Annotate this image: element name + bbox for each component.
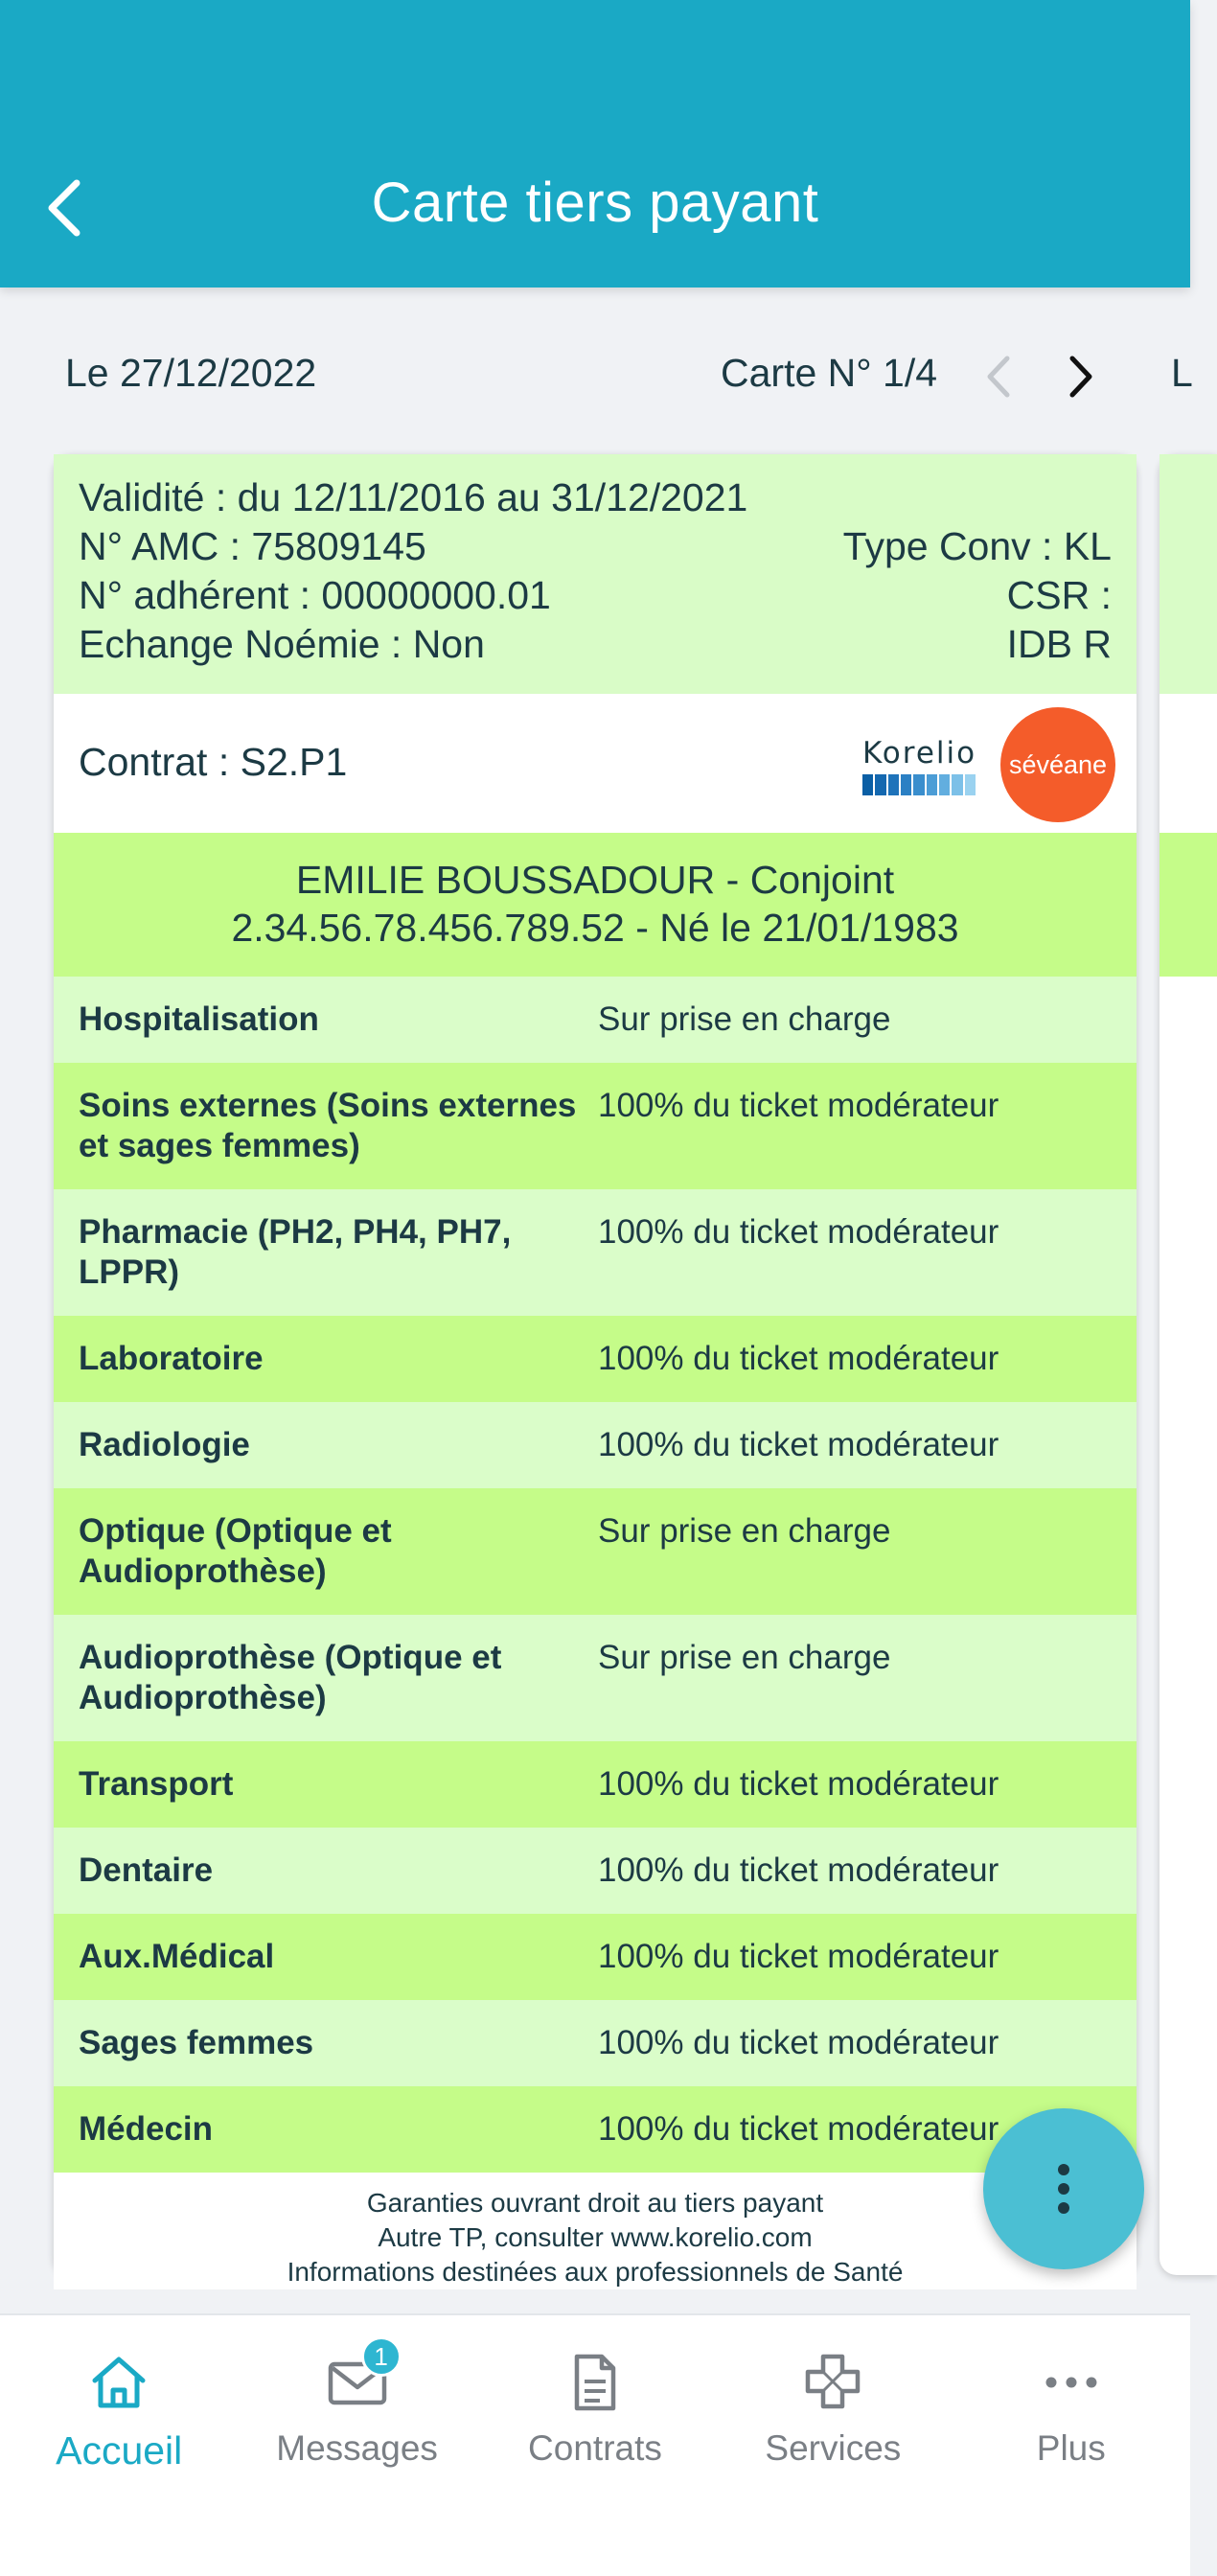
amc-number: N° AMC : 75809145 xyxy=(79,524,426,568)
vertical-dots-icon xyxy=(1054,2162,1073,2216)
coverage-row: Laboratoire 100% du ticket modérateur xyxy=(54,1316,1137,1402)
nav-accueil[interactable]: Accueil xyxy=(0,2315,238,2576)
beneficiary-name: EMILIE BOUSSADOUR - Conjoint xyxy=(295,858,895,902)
contract-label: Contrat : S2.P1 xyxy=(79,740,348,784)
coverage-row: Sages femmes 100% du ticket modérateur xyxy=(54,2000,1137,2086)
next-card-button[interactable] xyxy=(1054,343,1108,410)
date-label: Le 27/12/2022 xyxy=(65,351,317,395)
coverage-row: Pharmacie (PH2, PH4, PH7, LPPR) 100% du ticket modérateur xyxy=(54,1189,1137,1316)
nav-contrats[interactable]: Contrats xyxy=(476,2315,714,2576)
coverage-row: Optique (Optique et Audioprothèse) Sur prise en charge xyxy=(54,1488,1137,1615)
nav-services[interactable]: Services xyxy=(714,2315,952,2576)
next-card-peek[interactable] xyxy=(1160,454,1217,2275)
card-info-section xyxy=(54,454,1137,694)
validity-text: Validité : du 12/11/2016 au 31/12/2021 xyxy=(79,475,748,519)
card-number-label: Carte N° 1/4 xyxy=(721,351,938,395)
coverage-row: Médecin 100% du ticket modérateur xyxy=(54,2086,1137,2173)
noemie-exchange: Echange Noémie : Non xyxy=(79,622,485,666)
page-title: Carte tiers payant xyxy=(371,172,819,234)
coverage-row: Aux.Médical 100% du ticket modérateur xyxy=(54,1914,1137,2000)
seveane-logo: sévéane xyxy=(1000,707,1115,822)
contract-section xyxy=(54,694,1137,833)
home-icon xyxy=(80,2344,157,2421)
type-conv: Type Conv : KL xyxy=(842,524,1112,568)
coverage-row: Soins externes (Soins externes et sages femmes) 100% du ticket modérateur xyxy=(54,1063,1137,1189)
nav-messages[interactable]: 1 Messages xyxy=(238,2315,475,2576)
coverage-row: Dentaire 100% du ticket modérateur xyxy=(54,1828,1137,1914)
medical-cross-icon xyxy=(794,2344,871,2421)
nav-plus[interactable]: Plus xyxy=(953,2315,1190,2576)
coverage-row: Transport 100% du ticket modérateur xyxy=(54,1741,1137,1828)
coverage-row: Audioprothèse (Optique et Audioprothèse) Sur prise en charge xyxy=(54,1615,1137,1741)
card-navigation-bar xyxy=(0,288,1193,450)
next-card-date-peek: L xyxy=(1171,351,1193,395)
more-icon xyxy=(1033,2344,1110,2421)
korelio-logo: Korelio xyxy=(862,736,977,795)
previous-card-button[interactable] xyxy=(972,343,1025,410)
chevron-left-icon xyxy=(984,355,1013,399)
chevron-right-icon xyxy=(1067,355,1095,399)
beneficiary-id: 2.34.56.78.456.789.52 - Né le 21/01/1983 xyxy=(231,906,959,950)
tiers-payant-card xyxy=(54,454,1137,2287)
csr-value: CSR : xyxy=(1006,573,1112,617)
document-icon xyxy=(557,2344,633,2421)
more-options-fab[interactable] xyxy=(983,2108,1144,2269)
adherent-number: N° adhérent : 00000000.01 xyxy=(79,573,551,617)
idb-value: IDB R xyxy=(1006,622,1112,666)
mail-icon xyxy=(319,2341,396,2421)
card-footer-note: Garanties ouvrant droit au tiers payant Autre TP, consulter www.korelio.com Informations destinées aux professionnels de Santé xyxy=(54,2173,1137,2289)
beneficiary-section xyxy=(54,833,1137,977)
app-header xyxy=(0,0,1190,288)
coverage-row: Radiologie 100% du ticket modérateur xyxy=(54,1402,1137,1488)
coverage-row: Hospitalisation Sur prise en charge xyxy=(54,977,1137,1063)
bottom-navigation xyxy=(0,2313,1190,2576)
messages-badge: 1 xyxy=(361,2336,402,2377)
